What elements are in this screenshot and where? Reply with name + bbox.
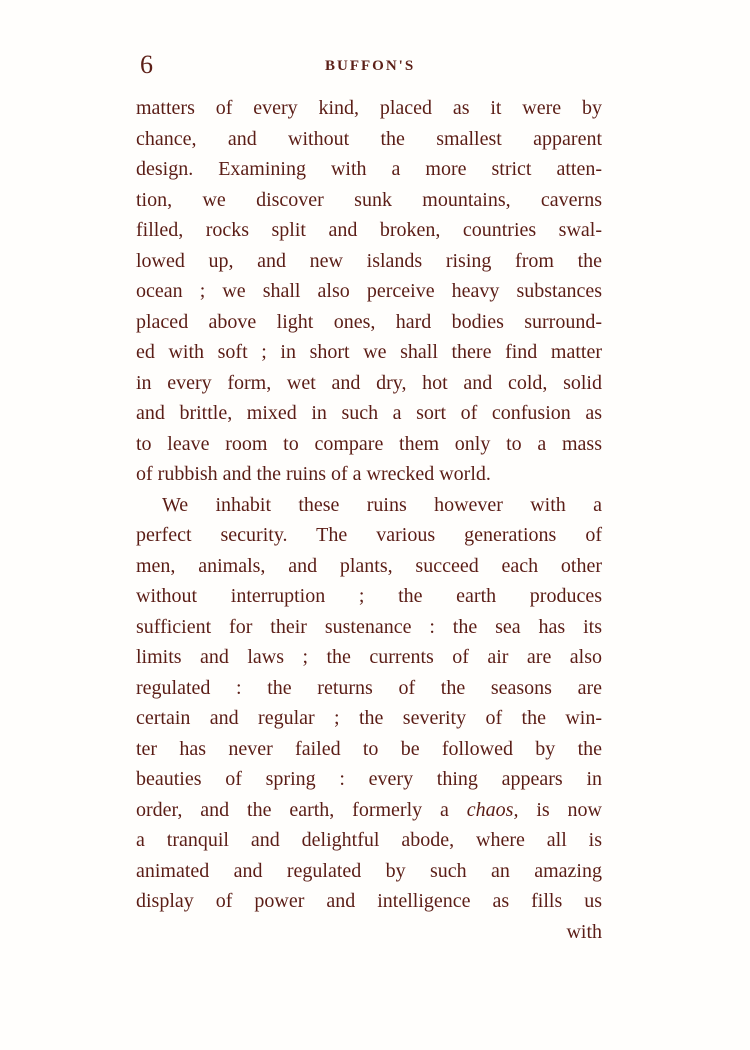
text-line: sufficient for their sustenance : the sea has its <box>136 615 602 638</box>
body-text <box>136 93 602 947</box>
text-line: lowed up, and new islands rising from the <box>136 249 602 272</box>
text-line: without interruption ; the earth produces <box>136 585 602 607</box>
text-fragment: order, and the earth, formerly a <box>136 798 467 821</box>
text-line: ocean ; we shall also perceive heavy substances <box>136 280 602 302</box>
catchword: with <box>566 920 602 943</box>
text-line: in every form, wet and dry, hot and cold, solid <box>136 371 602 394</box>
text-line: filled, rocks split and broken, countries swal- <box>136 219 602 241</box>
text-line: a tranquil and delightful abode, where all is <box>136 829 602 851</box>
text-line: We inhabit these ruins however with a <box>162 493 602 516</box>
text-line: of rubbish and the ruins of a wrecked world. <box>136 463 491 485</box>
text-line: regulated : the returns of the seasons are <box>136 676 602 699</box>
text-line-chaos <box>136 795 602 826</box>
text-line: animated and regulated by such an amazing <box>136 859 602 882</box>
text-line: perfect security. The various generations of <box>136 524 602 546</box>
text-line: chance, and without the smallest apparent <box>136 127 602 150</box>
text-line: and brittle, mixed in such a sort of confusion as <box>136 402 602 424</box>
text-line: display of power and intelligence as fills us <box>136 890 602 912</box>
page-header <box>140 50 606 82</box>
page-number: 6 <box>140 50 153 79</box>
text-line: to leave room to compare them only to a mass <box>136 432 602 455</box>
text-line: beauties of spring : every thing appears in <box>136 768 602 790</box>
italic-word: chaos, <box>466 798 519 821</box>
running-head: BUFFON'S <box>325 58 416 74</box>
text-line: design. Examining with a more strict atten- <box>136 158 602 180</box>
text-line: limits and laws ; the currents of air are also <box>136 646 602 668</box>
text-line: matters of every kind, placed as it were by <box>136 97 602 119</box>
text-line: tion, we discover sunk mountains, caverns <box>136 188 602 211</box>
text-line: men, animals, and plants, succeed each other <box>136 554 602 577</box>
text-line: ter has never failed to be followed by the <box>136 737 602 760</box>
text-line: ed with soft ; in short we shall there find matter <box>136 341 602 363</box>
text-line: placed above light ones, hard bodies surround- <box>136 310 602 333</box>
text-fragment: is now <box>518 798 602 821</box>
text-line: certain and regular ; the severity of the win- <box>136 707 602 729</box>
